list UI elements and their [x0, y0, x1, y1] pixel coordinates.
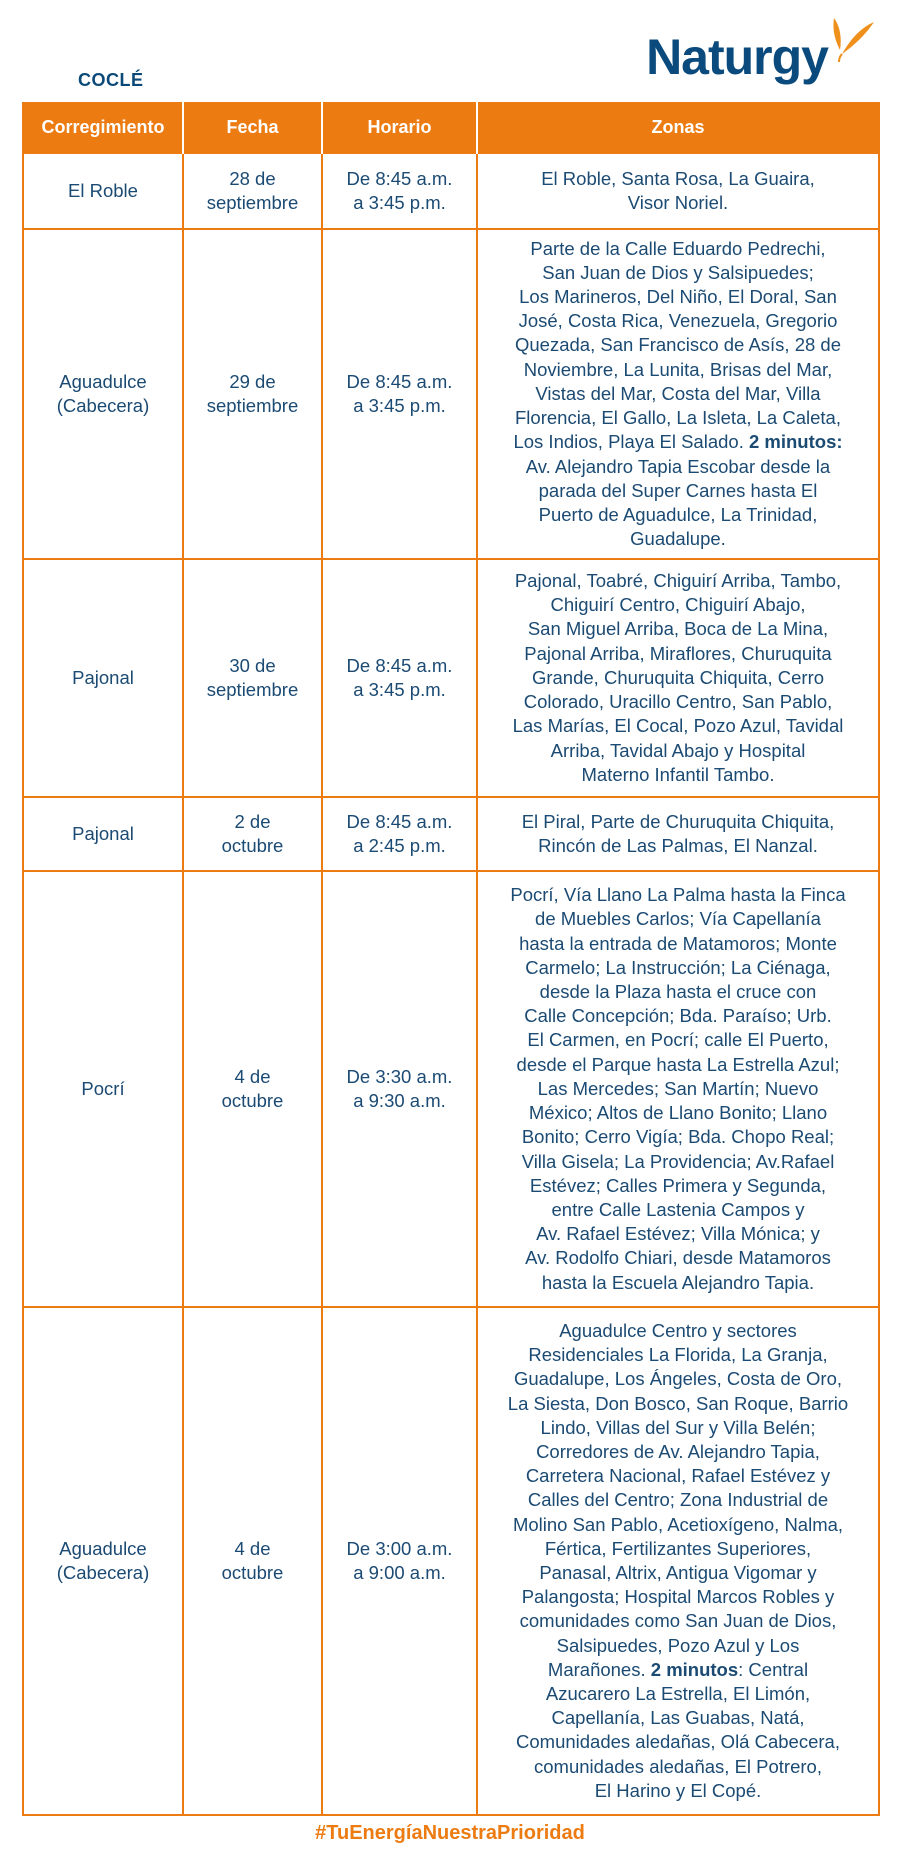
cell-zonas — [477, 797, 879, 871]
cell-fecha-line: septiembre — [206, 395, 299, 416]
cell-zonas-line: Visor Noriel. — [627, 192, 729, 213]
cell-corregimiento-line: Pocrí — [81, 1077, 125, 1099]
cell-fecha-line: octubre — [221, 1090, 284, 1111]
cell-corregimiento-line: Pajonal — [72, 666, 134, 688]
cell-fecha — [183, 797, 322, 871]
table-header-row — [23, 102, 879, 153]
cell-horario — [322, 559, 477, 797]
cell-horario-line: a 3:45 p.m. — [353, 679, 446, 700]
cell-zonas-line: Vistas del Mar, Costa del Mar, Villa — [535, 382, 821, 404]
duration-note: 2 minutos — [650, 1658, 739, 1680]
cell-horario — [322, 229, 477, 559]
cell-horario — [322, 871, 477, 1307]
cell-zonas-line: parada del Super Carnes hasta El — [538, 479, 818, 501]
butterfly-logo-icon — [830, 16, 876, 64]
cell-zonas-line: Av. Alejandro Tapia Escobar desde la — [525, 455, 831, 477]
cell-corregimiento — [23, 153, 183, 229]
cell-zonas-line: El Harino y El Copé. — [594, 1779, 762, 1801]
page-header — [0, 0, 900, 102]
table-row — [23, 797, 879, 871]
cell-corregimiento-line: El Roble — [68, 179, 138, 201]
cell-zonas-line: Materno Infantil Tambo. — [581, 763, 775, 785]
cell-fecha-line: octubre — [221, 1562, 284, 1583]
cell-corregimiento — [23, 229, 183, 559]
cell-horario-line: a 3:45 p.m. — [353, 395, 446, 416]
cell-zonas-line: Colorado, Uracillo Centro, San Pablo, — [523, 691, 833, 713]
cell-horario-line: a 3:45 p.m. — [353, 192, 446, 213]
duration-note-suffix: : Central — [738, 1658, 809, 1680]
cell-zonas — [477, 1307, 879, 1815]
cell-fecha-line: 2 de — [234, 810, 271, 832]
cell-fecha-line: 30 de — [229, 654, 276, 676]
table-row — [23, 229, 879, 559]
cell-horario-line: a 9:30 a.m. — [353, 1090, 446, 1111]
cell-fecha — [183, 871, 322, 1307]
cell-horario-line: De 8:45 a.m. — [346, 810, 453, 832]
cell-corregimiento-line: Pajonal — [72, 822, 134, 844]
cell-corregimiento — [23, 871, 183, 1307]
cell-zonas-line: comunidades como San Juan de Dios, — [519, 1610, 837, 1632]
cell-zonas-line: Grande, Churuquita Chiquita, Cerro — [531, 666, 825, 688]
cell-fecha-line: octubre — [221, 835, 284, 856]
table-row — [23, 559, 879, 797]
cell-zonas-line: Azucarero La Estrella, El Limón, — [545, 1683, 811, 1705]
cell-zonas — [477, 229, 879, 559]
cell-zonas-line: Pajonal Arriba, Miraflores, Churuquita — [524, 642, 832, 664]
cell-corregimiento-line: Aguadulce — [59, 370, 147, 392]
cell-zonas-line: hasta la Escuela Alejandro Tapia. — [541, 1271, 815, 1293]
cell-zonas-line: Las Marías, El Cocal, Pozo Azul, Tavidal — [512, 715, 844, 737]
cell-fecha-line: septiembre — [206, 192, 299, 213]
cell-zonas-line: Arriba, Tavidal Abajo y Hospital — [550, 739, 806, 761]
cell-zonas-line: hasta la entrada de Matamoros; Monte — [519, 932, 837, 954]
cell-corregimiento-line: Aguadulce — [59, 1537, 147, 1559]
cell-horario-line: De 8:45 a.m. — [346, 654, 453, 676]
cell-zonas-line: San Miguel Arriba, Boca de La Mina, — [527, 618, 829, 640]
cell-zonas-line: Carretera Nacional, Rafael Estévez y — [525, 1465, 831, 1487]
cell-zonas-line: Calle Concepción; Bda. Paraíso; Urb. — [524, 1005, 832, 1027]
cell-horario — [322, 153, 477, 229]
duration-note: 2 minutos: — [748, 431, 843, 453]
cell-zonas-line: Los Indios, Playa El Salado. — [513, 431, 744, 453]
cell-zonas-line: Lindo, Villas del Sur y Villa Belén; — [540, 1416, 816, 1438]
cell-zonas-line: Comunidades aledañas, Olá Cabecera, — [516, 1731, 840, 1753]
cell-zonas-line: Aguadulce Centro y sectores — [559, 1319, 797, 1341]
cell-zonas-line: Calles del Centro; Zona Industrial de — [527, 1489, 829, 1511]
outage-schedule-table — [22, 102, 880, 1816]
cell-horario — [322, 1307, 477, 1815]
column-header-horario: Horario — [322, 102, 477, 153]
cell-zonas-line: Estévez; Calles Primera y Segunda, — [529, 1174, 827, 1196]
cell-zonas-line: Noviembre, La Lunita, Brisas del Mar, — [523, 358, 833, 380]
cell-corregimiento — [23, 559, 183, 797]
cell-zonas-line: El Piral, Parte de Churuquita Chiquita, — [521, 810, 835, 832]
cell-fecha-line: 28 de — [229, 167, 276, 189]
footer-hashtag: #TuEnergíaNuestraPrioridad — [315, 1822, 585, 1844]
cell-corregimiento — [23, 1307, 183, 1815]
cell-zonas-line: Panasal, Altrix, Antigua Vigomar y — [539, 1562, 817, 1583]
cell-zonas-line: Rincón de Las Palmas, El Nanzal. — [538, 835, 818, 856]
cell-zonas-line: entre Calle Lastenia Campos y — [551, 1198, 805, 1220]
cell-horario-line: De 3:00 a.m. — [346, 1537, 453, 1559]
cell-horario-line: De 3:30 a.m. — [346, 1065, 453, 1087]
cell-zonas-line: de Muebles Carlos; Vía Capellanía — [535, 908, 821, 930]
cell-horario — [322, 797, 477, 871]
cell-zonas-line: Pocrí, Vía Llano La Palma hasta la Finca — [510, 884, 846, 906]
cell-zonas-line: Capellanía, Las Guabas, Natá, — [551, 1707, 805, 1729]
cell-zonas-line: Bonito; Cerro Vigía; Bda. Chopo Real; — [521, 1126, 835, 1148]
cell-corregimiento-line: (Cabecera) — [56, 1562, 150, 1583]
cell-zonas-line: Marañones. — [547, 1658, 646, 1680]
cell-zonas-line: Guadalupe. — [630, 528, 726, 550]
cell-zonas-line: Florencia, El Gallo, La Isleta, La Caleta, — [515, 407, 841, 429]
cell-zonas-line: San Juan de Dios y Salsipuedes; — [542, 261, 814, 283]
cell-zonas-line: Los Marineros, Del Niño, El Doral, San — [519, 286, 837, 308]
cell-zonas-line: Parte de la Calle Eduardo Pedrechi, — [530, 237, 826, 259]
cell-corregimiento — [23, 797, 183, 871]
cell-fecha-line: 29 de — [229, 370, 276, 392]
cell-zonas-line: Las Mercedes; San Martín; Nuevo — [537, 1077, 819, 1099]
cell-zonas-line: desde la Plaza hasta el cruce con — [539, 981, 817, 1003]
cell-zonas-line: México; Altos de Llano Bonito; Llano — [528, 1102, 828, 1124]
cell-zonas-line: La Siesta, Don Bosco, San Roque, Barrio — [507, 1392, 849, 1414]
cell-zonas-line: El Roble, Santa Rosa, La Guaira, — [541, 167, 815, 189]
cell-fecha — [183, 1307, 322, 1815]
cell-zonas-line: Guadalupe, Los Ángeles, Costa de Oro, — [513, 1368, 843, 1390]
cell-zonas — [477, 559, 879, 797]
cell-zonas — [477, 153, 879, 229]
column-header-corregimiento: Corregimiento — [23, 102, 183, 153]
cell-zonas-line: Fértica, Fertilizantes Superiores, — [544, 1537, 812, 1559]
logo-wordmark: Naturgy — [646, 29, 828, 85]
cell-zonas-line: El Carmen, en Pocrí; calle El Puerto, — [527, 1029, 829, 1051]
cell-zonas-line: Av. Rafael Estévez; Villa Mónica; y — [536, 1223, 820, 1245]
cell-fecha — [183, 229, 322, 559]
cell-zonas-line: José, Costa Rica, Venezuela, Gregorio — [518, 310, 838, 332]
cell-zonas-line: Carmelo; La Instrucción; La Ciénaga, — [525, 956, 831, 978]
column-header-fecha: Fecha — [183, 102, 322, 153]
table-row — [23, 153, 879, 229]
cell-zonas-line: Puerto de Aguadulce, La Trinidad, — [538, 503, 818, 525]
cell-fecha-line: 4 de — [234, 1065, 271, 1087]
cell-zonas-line: Corredores de Av. Alejandro Tapia, — [536, 1440, 820, 1462]
cell-horario-line: De 8:45 a.m. — [346, 370, 453, 392]
cell-fecha-line: 4 de — [234, 1537, 271, 1559]
cell-corregimiento-line: (Cabecera) — [56, 395, 150, 416]
cell-zonas-line: desde el Parque hasta La Estrella Azul; — [516, 1053, 840, 1075]
cell-horario-line: De 8:45 a.m. — [346, 167, 453, 189]
cell-zonas-line: Salsipuedes, Pozo Azul y Los — [556, 1634, 800, 1656]
cell-zonas-line: comunidades aledañas, El Potrero, — [534, 1755, 822, 1777]
cell-zonas — [477, 871, 879, 1307]
cell-zonas-line: Av. Rodolfo Chiari, desde Matamoros — [525, 1247, 831, 1269]
cell-horario-line: a 9:00 a.m. — [353, 1562, 446, 1583]
naturgy-logo — [646, 16, 876, 85]
cell-zonas-line: Residenciales La Florida, La Granja, — [528, 1344, 828, 1366]
column-header-zonas: Zonas — [477, 102, 879, 153]
cell-zonas-line: Pajonal, Toabré, Chiguirí Arriba, Tambo, — [514, 570, 842, 592]
table-row — [23, 871, 879, 1307]
cell-horario-line: a 2:45 p.m. — [353, 835, 446, 856]
cell-zonas-line: Quezada, San Francisco de Asís, 28 de — [515, 334, 841, 356]
cell-zonas-line: Molino San Pablo, Acetioxígeno, Nalma, — [512, 1513, 844, 1535]
cell-zonas-line: Villa Gisela; La Providencia; Av.Rafael — [521, 1150, 835, 1172]
table-row — [23, 1307, 879, 1815]
cell-zonas-line: Palangosta; Hospital Marcos Robles y — [521, 1586, 835, 1608]
cell-fecha — [183, 559, 322, 797]
cell-fecha — [183, 153, 322, 229]
cell-zonas-line: Chiguirí Centro, Chiguirí Abajo, — [550, 594, 806, 616]
cell-fecha-line: septiembre — [206, 679, 299, 700]
region-title: COCLÉ — [78, 70, 144, 90]
